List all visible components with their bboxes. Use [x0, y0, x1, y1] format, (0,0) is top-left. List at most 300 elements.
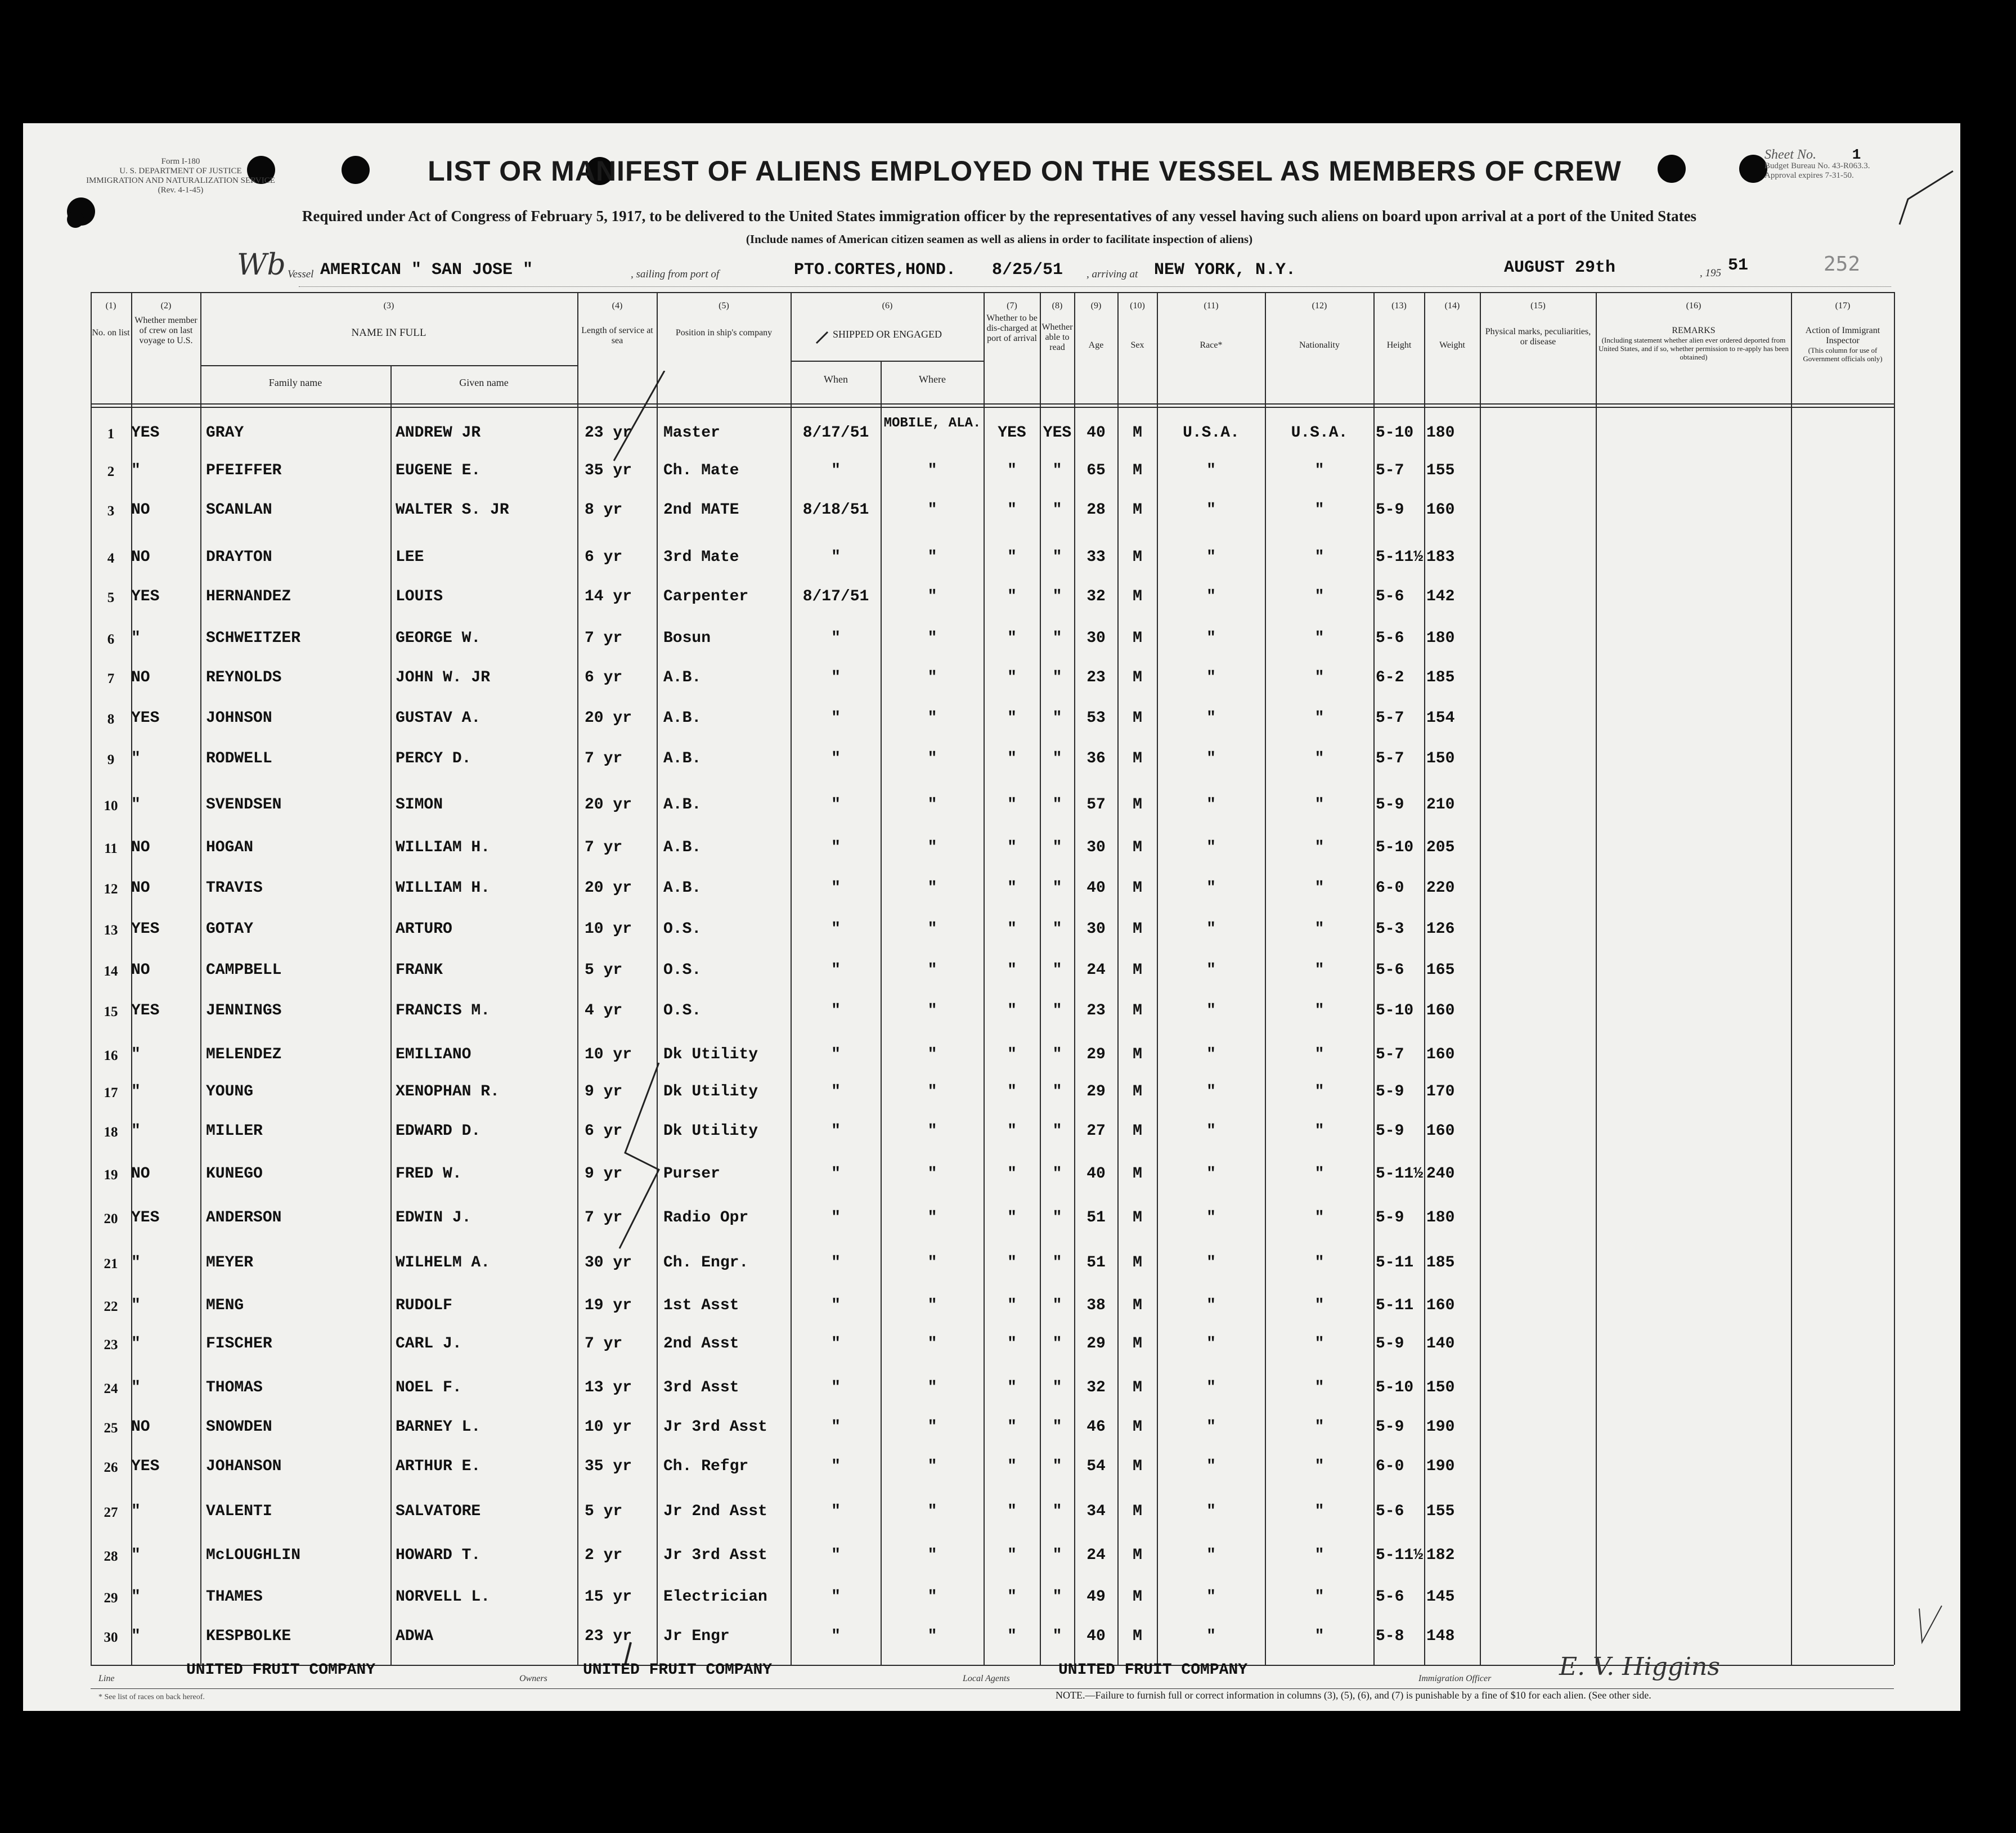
position-cell: Jr 3rd Asst: [663, 1547, 767, 1564]
family-name-cell: HERNANDEZ: [206, 588, 291, 605]
given-name-cell: FRED W.: [396, 1165, 462, 1183]
discharged-cell: ": [1007, 879, 1017, 897]
race-cell: ": [1206, 462, 1216, 479]
race-cell: ": [1206, 501, 1216, 519]
shipped-when-cell: ": [831, 669, 841, 686]
shipped-where-cell: ": [927, 1046, 937, 1063]
given-name-cell: SIMON: [396, 796, 443, 814]
page-title: LIST OR MANIFEST OF ALIENS EMPLOYED ON THE VESSEL AS MEMBERS OF CREW: [428, 155, 1622, 187]
races-footnote: * See list of races on back hereof.: [98, 1693, 205, 1701]
given-name-cell: PERCY D.: [396, 750, 472, 767]
agents-label: Local Agents: [963, 1674, 1010, 1683]
row-number: 28: [104, 1549, 118, 1564]
service-length-cell: 35 yr: [585, 462, 632, 479]
weight-cell: 160: [1426, 1046, 1455, 1063]
height-cell: 5-7: [1376, 750, 1404, 767]
shipped-where-cell: ": [927, 879, 937, 897]
sex-cell: M: [1133, 501, 1142, 519]
height-cell: 5-10: [1376, 424, 1414, 442]
header-sex: (10) Sex: [1130, 301, 1145, 350]
able-to-read-cell: ": [1052, 1503, 1062, 1520]
position-cell: Dk Utility: [663, 1046, 758, 1063]
header-remarks: (16) REMARKS (Including statement whether alien ever ordered deported from United States, and if so, whether permission to re-apply has been obtained): [1599, 301, 1789, 361]
shipped-where-cell: ": [927, 588, 937, 605]
header-weight: (14) Weight: [1439, 301, 1465, 350]
header-race: (11) Race*: [1200, 301, 1223, 350]
row-number: 14: [104, 964, 118, 979]
shipped-where-cell: ": [927, 1209, 937, 1227]
weight-cell: 180: [1426, 424, 1455, 442]
family-name-cell: TRAVIS: [206, 879, 263, 897]
nationality-cell: ": [1314, 839, 1324, 856]
service-length-cell: 5 yr: [585, 962, 623, 979]
row-number: 1: [107, 426, 115, 442]
header-age: (9) Age: [1088, 301, 1104, 350]
weight-cell: 180: [1426, 1209, 1455, 1227]
nationality-cell: ": [1314, 709, 1324, 727]
given-name-cell: BARNEY L.: [396, 1418, 481, 1436]
position-cell: Purser: [663, 1165, 720, 1183]
family-name-cell: SCHWEITZER: [206, 630, 301, 647]
weight-cell: 185: [1426, 669, 1455, 686]
position-cell: Bosun: [663, 630, 711, 647]
sex-cell: M: [1133, 750, 1142, 767]
nationality-cell: ": [1314, 1046, 1324, 1063]
sex-cell: M: [1133, 1458, 1142, 1475]
nationality-cell: ": [1314, 669, 1324, 686]
age-cell: 32: [1086, 588, 1106, 605]
race-cell: ": [1206, 879, 1216, 897]
row-number: 13: [104, 923, 118, 938]
race-cell: ": [1206, 1503, 1216, 1520]
weight-cell: 160: [1426, 501, 1455, 519]
shipped-where-cell: ": [927, 750, 937, 767]
weight-cell: 140: [1426, 1335, 1455, 1353]
nationality-cell: ": [1314, 879, 1324, 897]
family-name-cell: THOMAS: [206, 1379, 263, 1396]
sex-cell: M: [1133, 1209, 1142, 1227]
row-number: 20: [104, 1211, 118, 1227]
sex-cell: M: [1133, 1254, 1142, 1272]
header-nationality: (12) Nationality: [1299, 301, 1340, 350]
sex-cell: M: [1133, 1547, 1142, 1564]
age-cell: 36: [1086, 750, 1106, 767]
able-to-read-cell: ": [1052, 1458, 1062, 1475]
sailing-date: 8/25/51: [992, 260, 1063, 280]
service-length-cell: 2 yr: [585, 1547, 623, 1564]
age-cell: 29: [1086, 1046, 1106, 1063]
discharged-cell: ": [1007, 1335, 1017, 1353]
race-cell: ": [1206, 962, 1216, 979]
family-name-cell: KESPBOLKE: [206, 1628, 291, 1645]
able-to-read-cell: ": [1052, 1297, 1062, 1314]
weight-cell: 205: [1426, 839, 1455, 856]
able-to-read-cell: ": [1052, 1628, 1062, 1645]
height-cell: 5-8: [1376, 1628, 1404, 1645]
age-cell: 24: [1086, 962, 1106, 979]
weight-cell: 190: [1426, 1418, 1455, 1436]
shipped-where-cell: ": [927, 1122, 937, 1140]
weight-cell: 185: [1426, 1254, 1455, 1272]
header-length-of-service: (4) Length of service at sea: [581, 301, 653, 345]
position-cell: A.B.: [663, 879, 702, 897]
manifest-sheet: [23, 123, 1960, 1711]
year-suffix: 51: [1728, 256, 1749, 275]
previous-voyage-cell: YES: [131, 709, 160, 727]
shipped-when-cell: ": [831, 1083, 841, 1100]
able-to-read-cell: ": [1052, 962, 1062, 979]
row-number: 23: [104, 1337, 118, 1353]
service-length-cell: 10 yr: [585, 1046, 632, 1063]
row-number: 19: [104, 1167, 118, 1183]
row-number: 5: [107, 590, 115, 605]
race-cell: ": [1206, 1628, 1216, 1645]
shipped-where-cell: ": [927, 1458, 937, 1475]
height-cell: 5-9: [1376, 796, 1404, 814]
position-cell: Master: [663, 424, 720, 442]
given-name-cell: WILLIAM H.: [396, 839, 491, 856]
arriving-label: , arriving at: [1086, 268, 1138, 280]
shipped-when-cell: ": [831, 462, 841, 479]
previous-voyage-cell: ": [131, 630, 141, 647]
sex-cell: M: [1133, 1083, 1142, 1100]
position-cell: Jr 3rd Asst: [663, 1418, 767, 1436]
given-name-cell: ARTURO: [396, 920, 452, 938]
shipped-when-cell: ": [831, 1588, 841, 1606]
discharged-cell: ": [1007, 1547, 1017, 1564]
header-where: Where: [919, 374, 946, 385]
age-cell: 51: [1086, 1209, 1106, 1227]
previous-voyage-cell: YES: [131, 1002, 160, 1019]
nationality-cell: ": [1314, 1297, 1324, 1314]
service-length-cell: 30 yr: [585, 1254, 632, 1272]
weight-cell: 160: [1426, 1122, 1455, 1140]
corner-check-mark: [1897, 168, 1959, 230]
position-cell: Dk Utility: [663, 1083, 758, 1100]
race-cell: ": [1206, 1165, 1216, 1183]
sex-cell: M: [1133, 1046, 1142, 1063]
sex-cell: M: [1133, 1335, 1142, 1353]
service-length-cell: 20 yr: [585, 709, 632, 727]
family-name-cell: HOGAN: [206, 839, 254, 856]
row-number: 16: [104, 1048, 118, 1063]
able-to-read-cell: ": [1052, 588, 1062, 605]
shipped-when-cell: ": [831, 879, 841, 897]
height-cell: 5-10: [1376, 839, 1414, 856]
row-number: 15: [104, 1004, 118, 1019]
age-cell: 28: [1086, 501, 1106, 519]
position-cell: Ch. Refgr: [663, 1458, 749, 1475]
previous-voyage-cell: ": [131, 1588, 141, 1606]
age-cell: 30: [1086, 920, 1106, 938]
discharged-cell: ": [1007, 1083, 1017, 1100]
service-length-cell: 20 yr: [585, 796, 632, 814]
nationality-cell: ": [1314, 1083, 1324, 1100]
discharged-cell: ": [1007, 839, 1017, 856]
age-cell: 29: [1086, 1335, 1106, 1353]
sex-cell: M: [1133, 1503, 1142, 1520]
able-to-read-cell: YES: [1043, 424, 1072, 442]
previous-voyage-cell: NO: [131, 839, 150, 856]
previous-voyage-cell: ": [131, 1379, 141, 1396]
given-name-cell: HOWARD T.: [396, 1547, 481, 1564]
shipped-where-cell: ": [927, 630, 937, 647]
given-name-cell: GEORGE W.: [396, 630, 481, 647]
nationality-cell: ": [1314, 1165, 1324, 1183]
able-to-read-cell: ": [1052, 1379, 1062, 1396]
required-statement: Required under Act of Congress of February 5, 1917, to be delivered to the United States immigration officer by the representatives of any vessel having such aliens on board upon arrival at a port of the United States: [302, 208, 1697, 224]
able-to-read-cell: ": [1052, 630, 1062, 647]
family-name-cell: SNOWDEN: [206, 1418, 272, 1436]
sex-cell: M: [1133, 879, 1142, 897]
header-discharged: (7) Whether to be dis-charged at port of arrival: [986, 301, 1038, 343]
when-column-tick-mark: [814, 329, 830, 346]
shipped-when-cell: ": [831, 1547, 841, 1564]
header-name-in-full: (3) NAME IN FULL: [351, 301, 426, 339]
approval-expires: Approval expires 7-31-50.: [1764, 171, 1854, 180]
header-no-on-list: (1) No. on list: [92, 301, 130, 338]
age-cell: 30: [1086, 839, 1106, 856]
race-cell: ": [1206, 1458, 1216, 1475]
race-cell: ": [1206, 1335, 1216, 1353]
row-number: 29: [104, 1591, 118, 1606]
shipped-when-cell: ": [831, 1418, 841, 1436]
officer-label: Immigration Officer: [1418, 1674, 1492, 1683]
service-length-cell: 14 yr: [585, 588, 632, 605]
race-cell: ": [1206, 1379, 1216, 1396]
shipped-when-cell: ": [831, 750, 841, 767]
weight-cell: 145: [1426, 1588, 1455, 1606]
nationality-cell: ": [1314, 1458, 1324, 1475]
able-to-read-cell: ": [1052, 750, 1062, 767]
race-cell: ": [1206, 669, 1216, 686]
given-name-cell: FRANK: [396, 962, 443, 979]
service-length-cell: 7 yr: [585, 1209, 623, 1227]
family-name-cell: MILLER: [206, 1122, 263, 1140]
position-cell: A.B.: [663, 750, 702, 767]
age-cell: 33: [1086, 549, 1106, 566]
discharged-cell: ": [1007, 1297, 1017, 1314]
form-id-block: [85, 157, 276, 195]
previous-voyage-cell: YES: [131, 1209, 160, 1227]
family-name-cell: REYNOLDS: [206, 669, 282, 686]
height-cell: 5-11: [1376, 1254, 1414, 1272]
previous-voyage-cell: ": [131, 462, 141, 479]
height-cell: 5-3: [1376, 920, 1404, 938]
weight-cell: 148: [1426, 1628, 1455, 1645]
position-cell: O.S.: [663, 920, 702, 938]
discharged-cell: ": [1007, 1046, 1017, 1063]
given-name-cell: SALVATORE: [396, 1503, 481, 1520]
height-cell: 5-11½: [1376, 1165, 1424, 1183]
discharged-cell: ": [1007, 709, 1017, 727]
given-name-cell: LEE: [396, 549, 424, 566]
weight-cell: 154: [1426, 709, 1455, 727]
family-name-cell: FISCHER: [206, 1335, 272, 1353]
row-number: 10: [104, 798, 118, 814]
weight-cell: 180: [1426, 630, 1455, 647]
row-number: 7: [107, 671, 115, 686]
sex-cell: M: [1133, 1122, 1142, 1140]
discharged-cell: ": [1007, 669, 1017, 686]
shipped-where-cell: ": [927, 1002, 937, 1019]
header-previous-voyage: (2) Whether member of crew on last voyage to U.S.: [134, 301, 197, 345]
nationality-cell: ": [1314, 796, 1324, 814]
nationality-cell: ": [1314, 1122, 1324, 1140]
header-when: When: [824, 374, 848, 385]
position-cell: A.B.: [663, 669, 702, 686]
service-column-tick-marks: [608, 371, 676, 1665]
vessel-name: AMERICAN " SAN JOSE ": [320, 260, 533, 280]
race-cell: ": [1206, 1547, 1216, 1564]
shipped-where-cell: ": [927, 709, 937, 727]
race-cell: ": [1206, 1418, 1216, 1436]
previous-voyage-cell: NO: [131, 501, 150, 519]
weight-cell: 160: [1426, 1297, 1455, 1314]
given-name-cell: WILHELM A.: [396, 1254, 491, 1272]
race-cell: ": [1206, 1209, 1216, 1227]
header-given-name: Given name: [459, 377, 509, 388]
nationality-cell: ": [1314, 549, 1324, 566]
shipped-where-cell: ": [927, 1254, 937, 1272]
sex-cell: M: [1133, 1297, 1142, 1314]
weight-cell: 142: [1426, 588, 1455, 605]
previous-voyage-cell: NO: [131, 879, 150, 897]
shipped-when-cell: ": [831, 709, 841, 727]
shipped-when-cell: ": [831, 630, 841, 647]
given-name-cell: GUSTAV A.: [396, 709, 481, 727]
header-family-name: Family name: [268, 377, 322, 388]
able-to-read-cell: ": [1052, 1165, 1062, 1183]
row-number: 30: [104, 1630, 118, 1645]
discharged-cell: YES: [998, 424, 1026, 442]
able-to-read-cell: ": [1052, 879, 1062, 897]
height-cell: 6-0: [1376, 879, 1404, 897]
previous-voyage-cell: ": [131, 1335, 141, 1353]
sex-cell: M: [1133, 669, 1142, 686]
position-cell: 3rd Asst: [663, 1379, 739, 1396]
sex-cell: M: [1133, 1379, 1142, 1396]
weight-cell: 150: [1426, 750, 1455, 767]
service-length-cell: 15 yr: [585, 1588, 632, 1606]
family-name-cell: RODWELL: [206, 750, 272, 767]
race-cell: ": [1206, 1588, 1216, 1606]
age-cell: 27: [1086, 1122, 1106, 1140]
nationality-cell: ": [1314, 462, 1324, 479]
shipped-when-cell: ": [831, 1297, 841, 1314]
shipped-where-cell: ": [927, 796, 937, 814]
race-cell: ": [1206, 1083, 1216, 1100]
row-number: 24: [104, 1381, 118, 1396]
agents-value: UNITED FRUIT COMPANY: [1058, 1661, 1248, 1679]
weight-cell: 240: [1426, 1165, 1455, 1183]
service-length-cell: 9 yr: [585, 1083, 623, 1100]
header-physical-marks: (15) Physical marks, peculiarities, or disease: [1485, 301, 1591, 347]
row-number: 21: [104, 1256, 118, 1272]
previous-voyage-cell: ": [131, 1046, 141, 1063]
family-name-cell: CAMPBELL: [206, 962, 282, 979]
arrival-date: AUGUST 29th: [1504, 258, 1616, 277]
given-name-cell: XENOPHAN R.: [396, 1083, 500, 1100]
able-to-read-cell: ": [1052, 839, 1062, 856]
position-cell: Carpenter: [663, 588, 749, 605]
position-cell: O.S.: [663, 1002, 702, 1019]
shipped-when-cell: ": [831, 796, 841, 814]
family-name-cell: VALENTI: [206, 1503, 272, 1520]
able-to-read-cell: ": [1052, 501, 1062, 519]
shipped-where-cell: ": [927, 1418, 937, 1436]
previous-voyage-cell: NO: [131, 549, 150, 566]
discharged-cell: ": [1007, 501, 1017, 519]
shipped-where-cell: ": [927, 839, 937, 856]
height-cell: 5-11½: [1376, 1547, 1424, 1564]
race-cell: ": [1206, 920, 1216, 938]
service-length-cell: 7 yr: [585, 630, 623, 647]
owners-value: UNITED FRUIT COMPANY: [583, 1661, 773, 1679]
able-to-read-cell: ": [1052, 1122, 1062, 1140]
header-able-to-read: (8) Whether able to read: [1041, 301, 1073, 352]
punch-hole: [67, 211, 84, 228]
age-cell: 40: [1086, 879, 1106, 897]
nationality-cell: ": [1314, 1547, 1324, 1564]
race-cell: ": [1206, 1002, 1216, 1019]
nationality-cell: ": [1314, 1588, 1324, 1606]
sex-cell: M: [1133, 796, 1142, 814]
sailing-label: , sailing from port of: [631, 268, 720, 280]
family-name-cell: KUNEGO: [206, 1165, 263, 1183]
able-to-read-cell: ": [1052, 549, 1062, 566]
height-cell: 5-9: [1376, 1335, 1404, 1353]
discharged-cell: ": [1007, 1002, 1017, 1019]
height-cell: 5-6: [1376, 630, 1404, 647]
race-cell: ": [1206, 549, 1216, 566]
height-cell: 5-7: [1376, 709, 1404, 727]
given-name-cell: JOHN W. JR: [396, 669, 491, 686]
shipped-where-cell: ": [927, 549, 937, 566]
nationality-cell: ": [1314, 920, 1324, 938]
age-cell: 54: [1086, 1458, 1106, 1475]
age-cell: 29: [1086, 1083, 1106, 1100]
family-name-cell: SCANLAN: [206, 501, 272, 519]
shipped-when-cell: ": [831, 1254, 841, 1272]
race-cell: ": [1206, 630, 1216, 647]
discharged-cell: ": [1007, 1379, 1017, 1396]
family-name-cell: McLOUGHLIN: [206, 1547, 301, 1564]
discharged-cell: ": [1007, 630, 1017, 647]
service-length-cell: 7 yr: [585, 750, 623, 767]
shipped-where-cell: ": [927, 669, 937, 686]
include-statement: (Include names of American citizen seamen as well as aliens in order to facilitate inspection of aliens): [746, 232, 1253, 246]
form-department: U. S. DEPARTMENT OF JUSTICE: [119, 167, 242, 176]
sailing-port: PTO.CORTES,HOND.: [794, 260, 957, 280]
position-cell: Radio Opr: [663, 1209, 749, 1227]
previous-voyage-cell: ": [131, 1254, 141, 1272]
family-name-cell: JOHANSON: [206, 1458, 282, 1475]
shipped-where-cell: ": [927, 1503, 937, 1520]
previous-voyage-cell: ": [131, 1122, 141, 1140]
row-number: 6: [107, 632, 115, 647]
service-length-cell: 6 yr: [585, 669, 623, 686]
age-cell: 24: [1086, 1547, 1106, 1564]
discharged-cell: ": [1007, 962, 1017, 979]
stamp-number: 252: [1824, 253, 1861, 276]
family-name-cell: JOHNSON: [206, 709, 272, 727]
position-cell: A.B.: [663, 839, 702, 856]
height-cell: 6-0: [1376, 1458, 1404, 1475]
discharged-cell: ": [1007, 1628, 1017, 1645]
given-name-cell: ANDREW JR: [396, 424, 481, 442]
weight-cell: 155: [1426, 462, 1455, 479]
